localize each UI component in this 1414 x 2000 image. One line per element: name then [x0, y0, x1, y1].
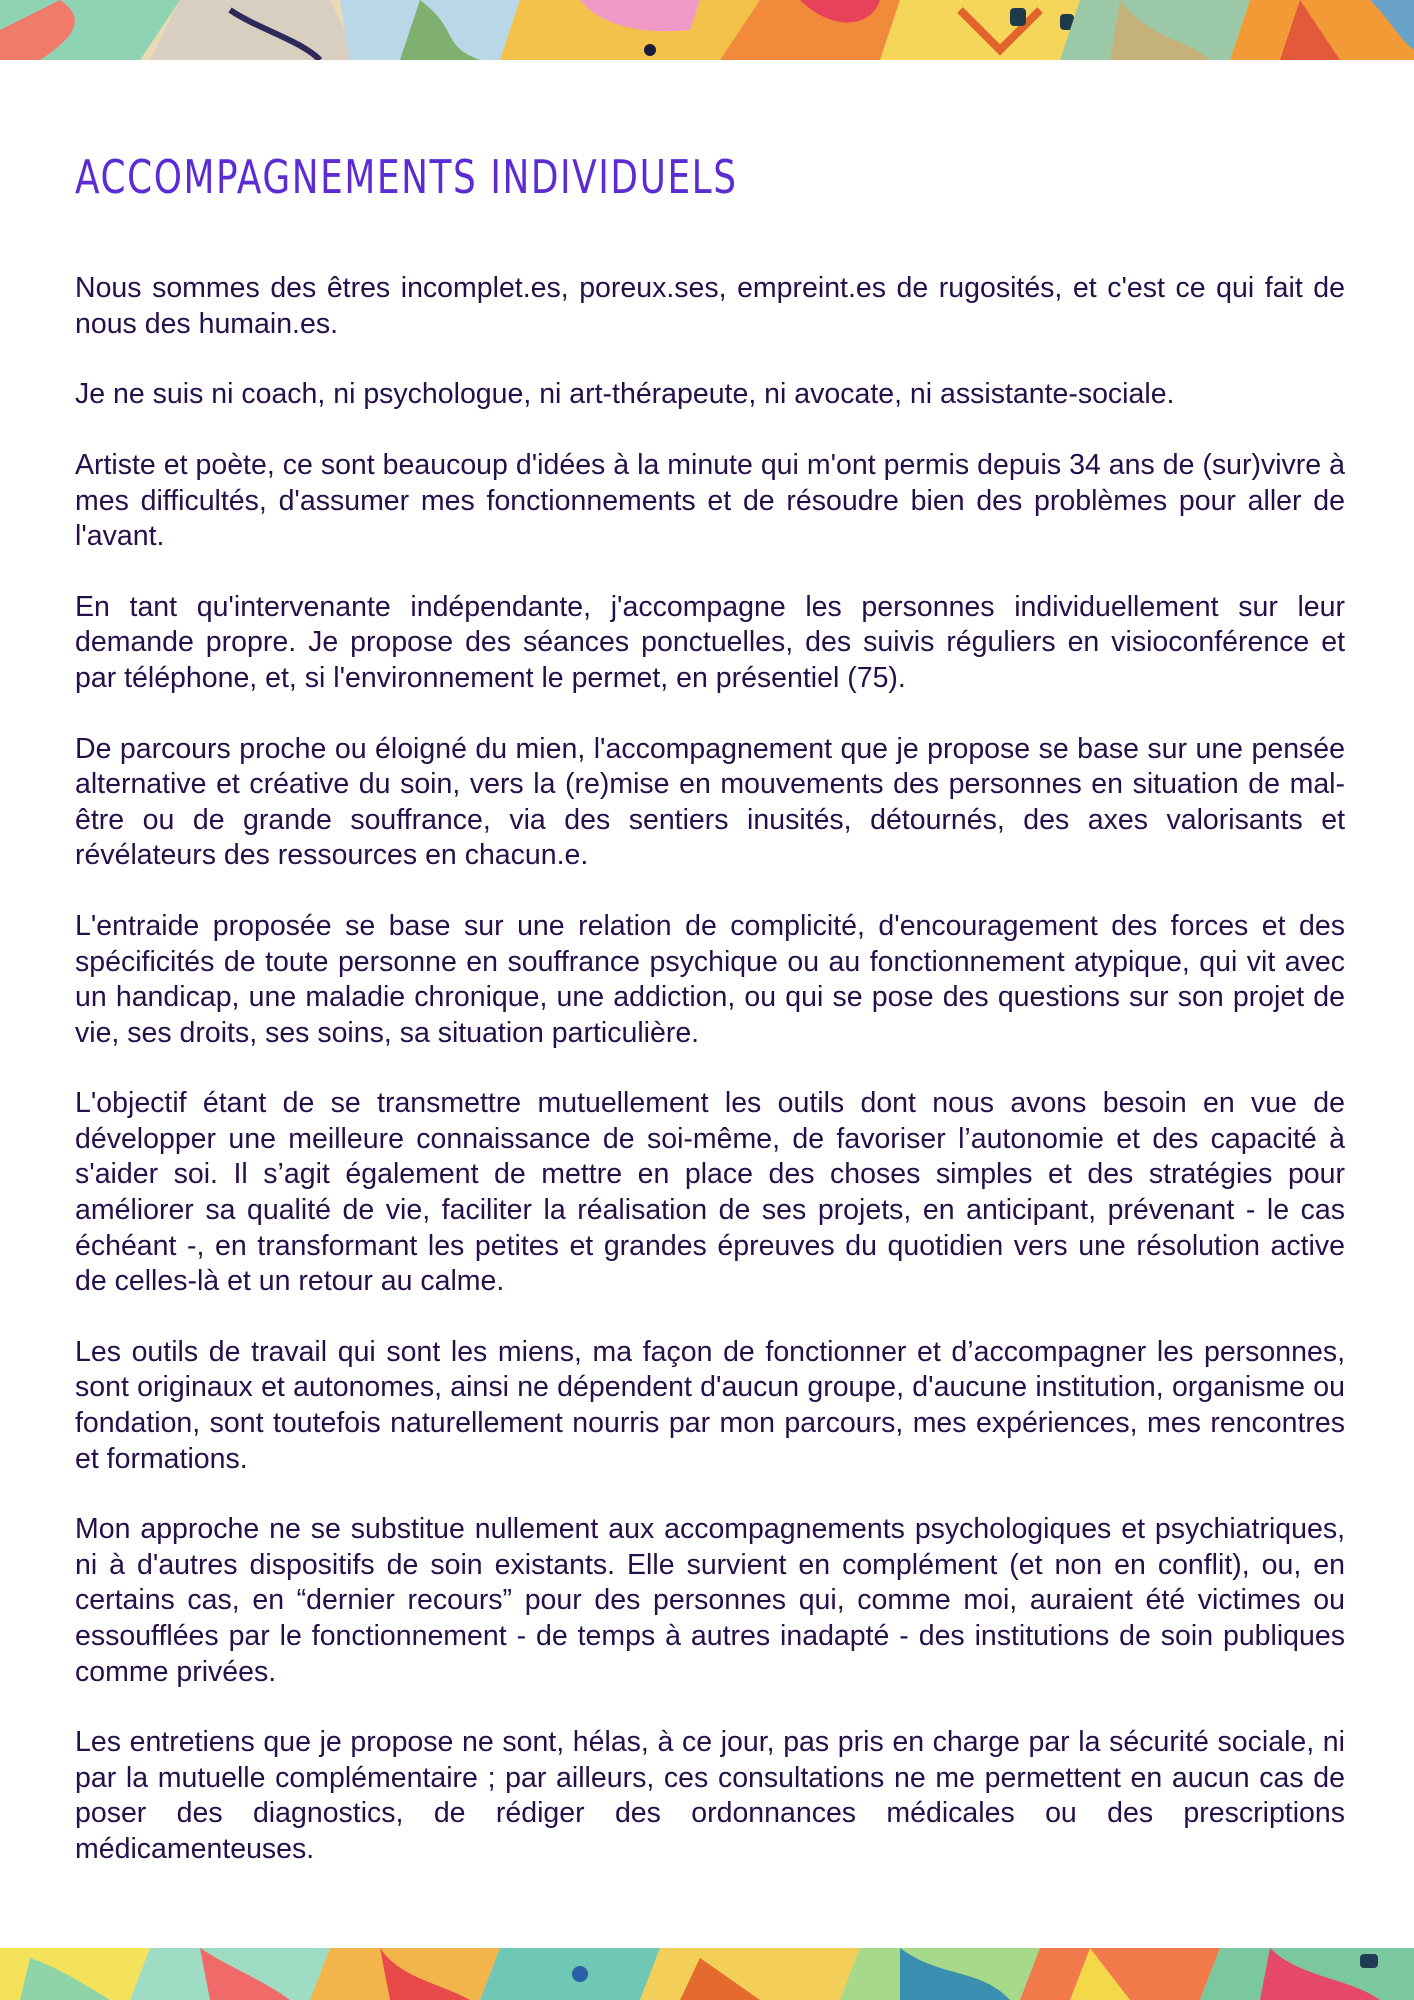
- paragraph-6: L'entraide proposée se base sur une relation de complicité, d'encouragement des forces et des spécificités de toute personne en souffrance psychique ou au fonctionnement atypique, qui vit avec un handicap, une maladie chronique, une addiction, ou qui se pose des questions sur son projet de vie, ses droits, ses soins, sa situation particulière.: [75, 909, 1345, 1049]
- top-painted-banner: [0, 0, 1414, 60]
- paragraph-1: Nous sommes des êtres incomplet.es, poreux.ses, empreint.es de rugosités, et c'est ce qui fait de nous des humain.es.: [75, 272, 1345, 340]
- paragraph-10: Les entretiens que je propose ne sont, hélas, à ce jour, pas pris en charge par la sécurité sociale, ni par la mutuelle complémentaire ; par ailleurs, ces consultations ne me permettent en aucun cas de poser des diagnostics, de rédiger des ordonnances médicales ou des prescriptions médicamenteuses.: [75, 1726, 1345, 1865]
- bottom-painted-banner: [0, 1948, 1414, 2000]
- paragraph-5: De parcours proche ou éloigné du mien, l'accompagnement que je propose se base sur une pensée alternative et créative du soin, vers la (re)mise en mouvements des personnes en situation de mal-être ou de grande souffrance, via des sentiers inusités, détournés, des axes valorisants et révélateurs des ressources en chacun.e.: [75, 732, 1345, 872]
- top-banner-artwork: [0, 0, 1414, 60]
- paragraph-4: En tant qu'intervenante indépendante, j'accompagne les personnes individuellement sur leur demande propre. Je propose des séances ponctuelles, des suivis réguliers en visioconférence et par téléphone, et, si l'environnement le permet, en présentiel (75).: [75, 590, 1345, 694]
- main-content: [75, 150, 1345, 1903]
- paragraph-8: Les outils de travail qui sont les miens, ma façon de fonctionner et d’accompagner les personnes, sont originaux et autonomes, ainsi ne dépendent d'aucun groupe, d'aucune institution, organisme ou fondation, sont toutefois naturellement nourris par mon parcours, mes expériences, mes rencontres et formations.: [75, 1335, 1345, 1475]
- paragraph-7: L'objectif étant de se transmettre mutuellement les outils dont nous avons besoin en vue de développer une meilleure connaissance de soi-même, de favoriser l’autonomie et des capacité à s'aider soi. Il s’agit également de mettre en place des choses simples et des stratégies pour améliorer sa qualité de vie, faciliter la réalisation de ses projets, en anticipant, prévenant - le cas échéant -, en transformant les petites et grandes épreuves du quotidien vers une résolution active de celles-là et un retour au calme.: [75, 1087, 1345, 1298]
- bottom-banner-artwork: [0, 1948, 1414, 2000]
- page-title: ACCOMPAGNEMENTS INDIVIDUELS: [75, 150, 738, 204]
- paragraph-2: Je ne suis ni coach, ni psychologue, ni art-thérapeute, ni avocate, ni assistante-sociale.: [75, 378, 1175, 411]
- paragraph-9: Mon approche ne se substitue nullement aux accompagnements psychologiques et psychiatriques, ni à d'autres dispositifs de soin existants. Elle survient en complément (et non en conflit), ou, en certains cas, en “dernier recours” pour des personnes qui, comme moi, auraient été victimes ou essoufflées par le fonctionnement - de temps à autres inadapté - des institutions de soin publiques comme privées.: [75, 1513, 1345, 1688]
- paragraph-3: Artiste et poète, ce sont beaucoup d'idées à la minute qui m'ont permis depuis 34 ans de (sur)vivre à mes difficultés, d'assumer mes fonctionnements et de résoudre bien des problèmes pour aller de l'avant.: [75, 448, 1345, 553]
